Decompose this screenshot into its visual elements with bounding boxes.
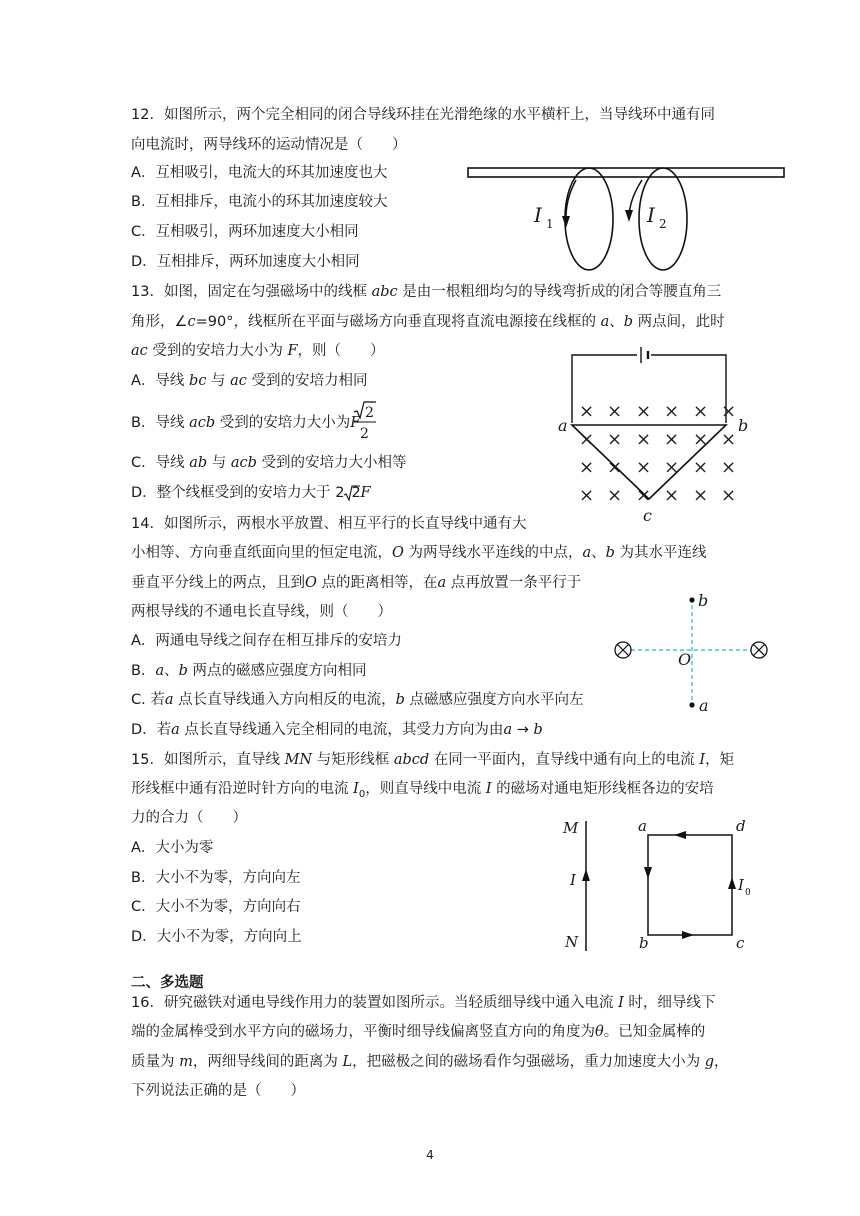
- field-cross-mark: ×: [721, 457, 737, 478]
- q15-label-n: N: [565, 933, 579, 951]
- q15-label-b: b: [639, 934, 649, 952]
- denominator: 2: [360, 426, 369, 442]
- q15-stem-line2: 形线框中通有沿逆时针方向的电流 $I_0$，则直导线中电流 I 的磁场对通电矩形线框各边的安培: [131, 781, 714, 800]
- q12-label-i2: I: [647, 203, 655, 227]
- q14-label-a: a: [699, 696, 709, 715]
- q12-option-a: A．互相吸引，电流大的环其加速度也大: [131, 165, 388, 181]
- q14-figure-two-wires: [610, 592, 775, 722]
- q15-figure-wire-and-loop: [560, 815, 760, 955]
- field-cross-mark: ×: [664, 457, 680, 478]
- q14-option-a: A．两通电导线之间存在相互排斥的安培力: [131, 633, 402, 649]
- q16-stem-line3: 质量为 m，两细导线间的距离为 L，把磁极之间的磁场看作匀强磁场，重力加速度大小为 g，: [131, 1054, 729, 1070]
- field-cross-mark: ×: [636, 485, 652, 506]
- q12-label-i2-sub: 2: [659, 217, 667, 231]
- q15-option-b: B．大小不为零，方向向左: [131, 870, 301, 886]
- field-cross-mark: ×: [693, 485, 709, 506]
- q14-stem-line1: 14．如图所示，两根水平放置、相互平行的长直导线中通有大: [131, 516, 527, 532]
- q15-wire-current-arrow: [582, 869, 590, 881]
- q14-label-o: O: [678, 650, 692, 669]
- q15-option-c: C．大小不为零，方向向右: [131, 899, 301, 915]
- q15-label-i0-sub: 0: [745, 888, 751, 898]
- q12-option-c: C．互相吸引，两环加速度大小相同: [131, 224, 359, 240]
- field-cross-mark: ×: [664, 429, 680, 450]
- q14-option-b: B．a、b 两点的磁感应强度方向相同: [131, 663, 367, 679]
- field-cross-mark: ×: [579, 429, 595, 450]
- q16-stem-line4: 下列说法正确的是（ ）: [131, 1083, 305, 1099]
- q14-option-c: C. 若a 点长直导线通入方向相反的电流，b 点磁感应强度方向水平向左: [131, 692, 584, 708]
- field-cross-mark: ×: [636, 429, 652, 450]
- q15-label-c: c: [736, 934, 745, 952]
- field-cross-mark: ×: [664, 401, 680, 422]
- field-cross-mark: ×: [664, 485, 680, 506]
- q15-arrow-left-downward: [644, 867, 652, 879]
- q14-wire-right-into-page: [751, 642, 767, 658]
- q13-stem-line3: ac 受到的安培力大小为 F，则（ ）: [131, 343, 385, 359]
- q14-stem-line3: 垂直平分线上的两点，且到O 点的距离相等，在a 点再放置一条平行于: [131, 575, 582, 591]
- field-cross-mark: ×: [721, 485, 737, 506]
- q14-stem-line4: 两根导线的不通电长直导线，则（ ）: [131, 604, 392, 620]
- q16-stem-line1: 16．研究磁铁对通电导线作用力的装置如图所示。当轻质细导线中通入电流 I 时，细导线下: [131, 995, 716, 1011]
- q12-ring-1: [565, 168, 613, 270]
- q13-label-c: c: [643, 506, 652, 525]
- q12-option-d: D．互相排斥，两环加速度大小相同: [131, 254, 360, 270]
- q15-arrow-top-leftward: [674, 831, 686, 839]
- field-cross-mark: ×: [579, 401, 595, 422]
- field-cross-mark: ×: [607, 429, 623, 450]
- q13-figure-triangle-in-field: [557, 345, 757, 525]
- field-cross-mark: ×: [579, 457, 595, 478]
- q15-arrow-bottom-rightward: [682, 931, 694, 939]
- q15-stem-line3: 力的合力（ ）: [131, 810, 247, 826]
- q12-label-i1: I: [534, 203, 542, 227]
- q12-option-b: B．互相排斥，电流小的环其加速度较大: [131, 194, 388, 210]
- q14-label-b: b: [698, 591, 709, 610]
- q15-label-m: M: [563, 819, 579, 837]
- q15-option-d: D．大小不为零，方向向上: [131, 929, 302, 945]
- page-number: 4: [426, 1148, 434, 1162]
- radicand: 2: [365, 405, 374, 421]
- q13-battery-circuit-right: [651, 355, 726, 423]
- q13-option-a: A．导线 bc 与 ac 受到的安培力相同: [131, 373, 368, 389]
- q15-option-a: A．大小为零: [131, 840, 214, 856]
- q12-figure-two-rings: [466, 160, 788, 275]
- q14-wire-left-into-page: [615, 642, 631, 658]
- q15-label-i0: I: [738, 876, 744, 894]
- q12-stem-line2: 向电流时，两导线环的运动情况是（ ）: [131, 137, 407, 153]
- q15-label-d: d: [736, 817, 746, 835]
- q14-stem-line2: 小相等、方向垂直纸面向里的恒定电流，O 为两导线水平连线的中点，a、b 为其水平连线: [131, 545, 707, 561]
- field-cross-mark: ×: [693, 457, 709, 478]
- q15-label-a: a: [638, 817, 647, 835]
- q14-point-b: [689, 597, 694, 602]
- section-heading-multiple-choice: 二、多选题: [131, 975, 204, 991]
- q13-option-c: C．导线 ab 与 acb 受到的安培力大小相等: [131, 455, 407, 471]
- q13-option-d: D．整个线框受到的安培力大于 2 2F: [131, 485, 371, 501]
- q13-option-b: B．导线 acb 受到的安培力大小为F: [131, 415, 361, 431]
- field-cross-mark: ×: [607, 485, 623, 506]
- q13-label-a: a: [558, 416, 568, 435]
- q16-stem-line2: 端的金属棒受到水平方向的磁场力，平衡时细导线偏离竖直方向的角度为θ。已知金属棒的: [131, 1024, 706, 1040]
- q14-point-a: [689, 702, 694, 707]
- field-cross-mark: ×: [636, 457, 652, 478]
- q12-horizontal-rod: [468, 168, 784, 177]
- q12-stem-line1: 12．如图所示，两个完全相同的闭合导线环挂在光滑绝缘的水平横杆上，当导线环中通有同: [131, 107, 715, 123]
- field-cross-mark: ×: [607, 457, 623, 478]
- field-cross-mark: ×: [721, 401, 737, 422]
- q13-fraction-sqrt2-over-2: [352, 400, 378, 442]
- q15-label-i: I: [570, 871, 576, 889]
- q15-arrow-right-upward: [728, 877, 736, 889]
- q12-arrowhead-1: [562, 216, 570, 228]
- field-cross-mark: ×: [721, 429, 737, 450]
- q12-arrowhead-2: [625, 210, 633, 222]
- q13-label-b: b: [738, 416, 749, 435]
- field-cross-mark: ×: [693, 429, 709, 450]
- field-cross-mark: ×: [579, 485, 595, 506]
- q15-stem-line1: 15．如图所示，直导线 MN 与矩形线框 abcd 在同一平面内，直导线中通有向上的电流 I，矩: [131, 752, 735, 768]
- field-cross-mark: ×: [636, 401, 652, 422]
- q13-stem-line2: 角形，∠c=90°，线框所在平面与磁场方向垂直现将直流电源接在线框的 a、b 两点间，此时: [131, 314, 725, 330]
- q13-stem-line1: 13．如图，固定在匀强磁场中的线框 abc 是由一根粗细均匀的导线弯折成的闭合等腰直角三: [131, 284, 722, 300]
- q14-option-d: D．若a 点长直导线通入完全相同的电流，其受力方向为由a → b: [131, 722, 543, 738]
- field-cross-mark: ×: [693, 401, 709, 422]
- field-cross-mark: ×: [607, 401, 623, 422]
- q12-label-i1-sub: 1: [546, 217, 554, 231]
- q15-rectangular-loop-abcd: [648, 835, 732, 935]
